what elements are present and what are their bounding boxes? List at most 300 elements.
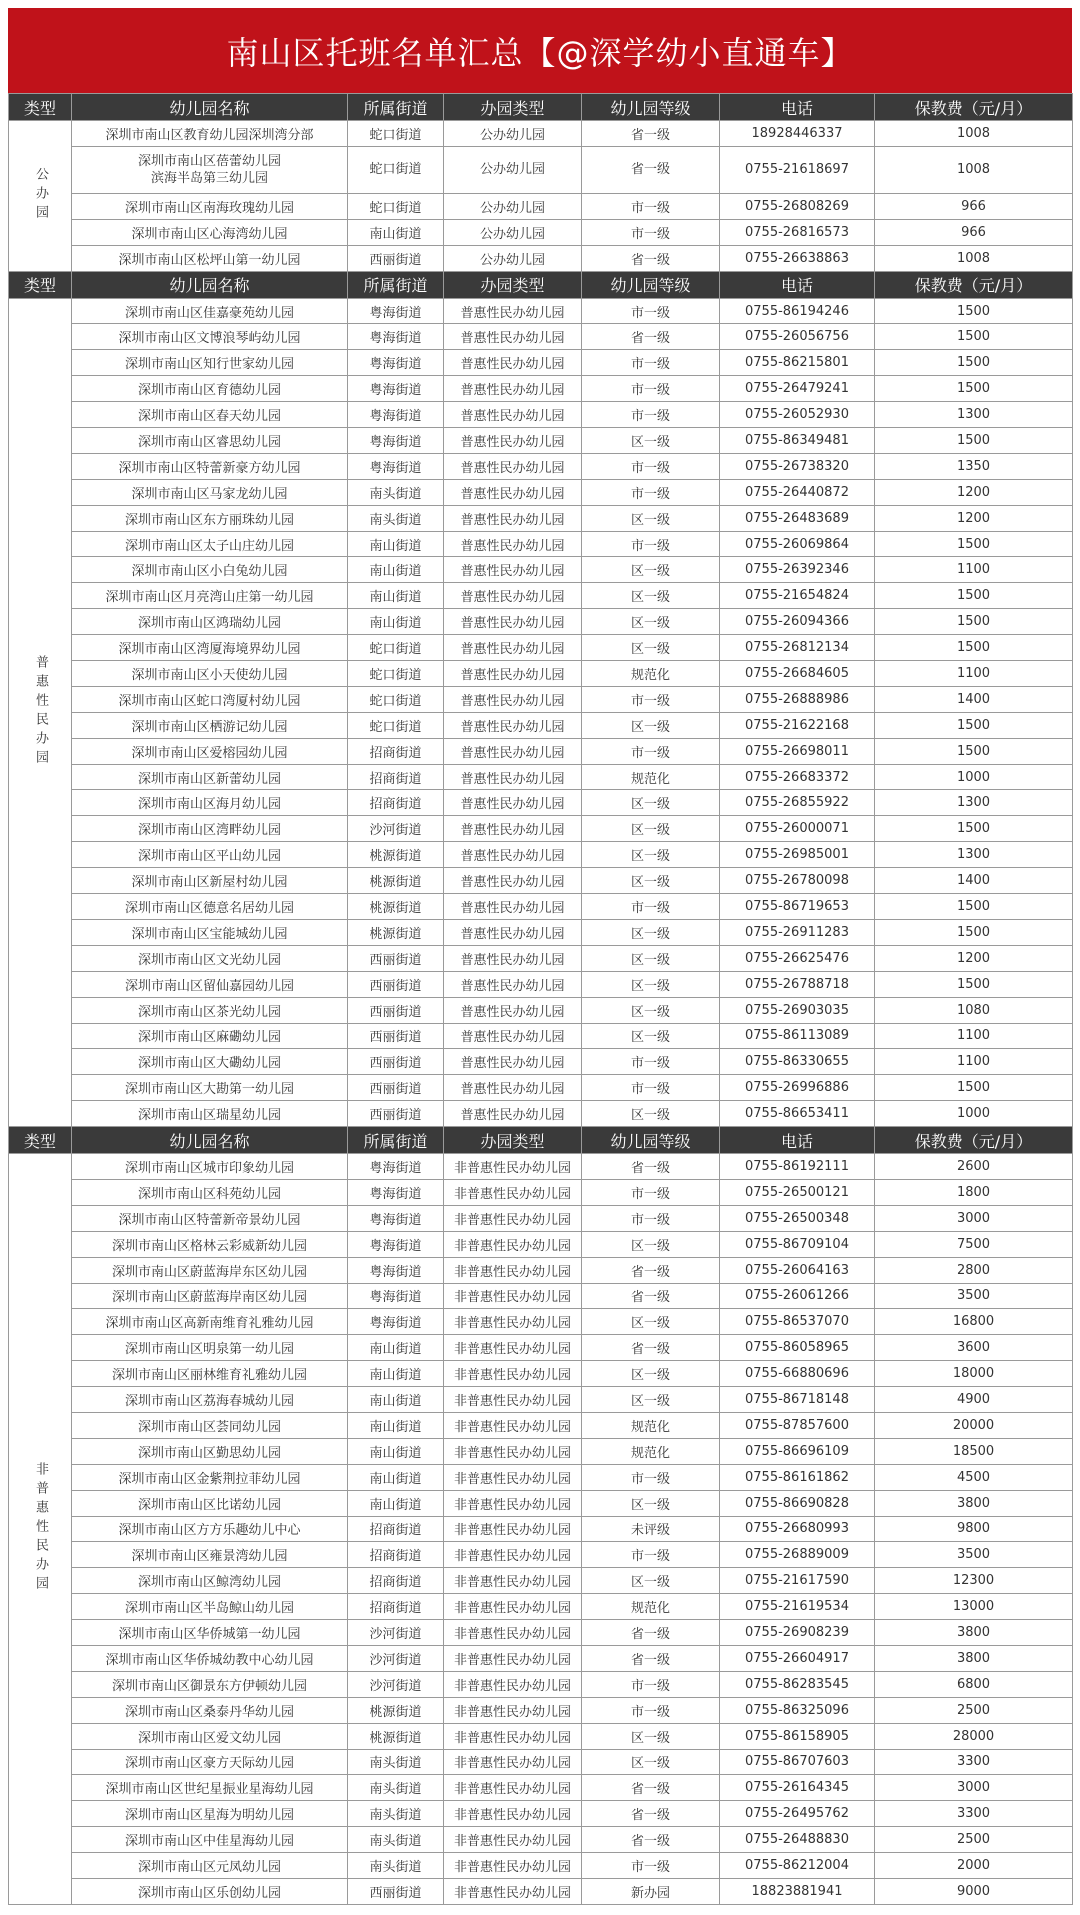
kindergarten-name: 深圳市南山区留仙嘉园幼儿园 [72,971,348,997]
phone: 0755-86707603 [720,1749,875,1775]
school-level: 区一级 [582,997,720,1023]
table-row [9,635,1073,661]
fee: 1200 [875,505,1073,531]
school-type: 普惠性民办幼儿园 [444,712,582,738]
phone: 0755-26164345 [720,1775,875,1801]
fee: 3300 [875,1749,1073,1775]
school-level: 区一级 [582,1568,720,1594]
table-row [9,350,1073,376]
kindergarten-name: 深圳市南山区爱文幼儿园 [72,1723,348,1749]
street: 南头街道 [348,1801,444,1827]
school-level: 区一级 [582,1387,720,1413]
header-type: 类型 [9,94,72,121]
fee: 1800 [875,1179,1073,1205]
phone: 0755-26061266 [720,1283,875,1309]
phone: 0755-26684605 [720,661,875,687]
school-type: 非普惠性民办幼儿园 [444,1801,582,1827]
street: 桃源街道 [348,842,444,868]
kindergarten-name: 深圳市南山区湾厦海境界幼儿园 [72,635,348,661]
fee: 1500 [875,583,1073,609]
school-type: 非普惠性民办幼儿园 [444,1671,582,1697]
phone: 0755-26069864 [720,531,875,557]
kindergarten-name: 深圳市南山区宝能城幼儿园 [72,919,348,945]
fee: 1500 [875,816,1073,842]
kindergarten-name: 深圳市南山区方方乐趣幼儿中心 [72,1516,348,1542]
school-type: 普惠性民办幼儿园 [444,376,582,402]
school-type: 非普惠性民办幼儿园 [444,1594,582,1620]
fee: 1200 [875,945,1073,971]
table-row [9,1594,1073,1620]
street: 蛇口街道 [348,121,444,147]
phone: 0755-26908239 [720,1620,875,1646]
phone: 0755-26808269 [720,193,875,219]
fee: 4500 [875,1464,1073,1490]
school-level: 市一级 [582,1464,720,1490]
school-type: 非普惠性民办幼儿园 [444,1335,582,1361]
kindergarten-name: 深圳市南山区荔海春城幼儿园 [72,1387,348,1413]
table-header-row [9,94,1073,121]
header-street: 所属街道 [348,1127,444,1154]
fee: 1500 [875,971,1073,997]
school-level: 市一级 [582,894,720,920]
street: 粤海街道 [348,350,444,376]
kindergarten-name: 深圳市南山区爱榕园幼儿园 [72,738,348,764]
kindergarten-name: 深圳市南山区马家龙幼儿园 [72,479,348,505]
fee: 1500 [875,428,1073,454]
phone: 0755-86349481 [720,428,875,454]
fee: 2800 [875,1257,1073,1283]
phone: 0755-26500121 [720,1179,875,1205]
street: 南山街道 [348,557,444,583]
fee: 1500 [875,531,1073,557]
table-row [9,1023,1073,1049]
fee: 1300 [875,402,1073,428]
kindergarten-name: 深圳市南山区华侨城第一幼儿园 [72,1620,348,1646]
school-level: 区一级 [582,868,720,894]
street: 粤海街道 [348,1283,444,1309]
kindergarten-name: 深圳市南山区桑泰丹华幼儿园 [72,1697,348,1723]
phone: 0755-86330655 [720,1049,875,1075]
street: 蛇口街道 [348,146,444,193]
street: 南山街道 [348,1438,444,1464]
kindergarten-name: 深圳市南山区华侨城幼教中心幼儿园 [72,1645,348,1671]
school-level: 区一级 [582,1101,720,1127]
phone: 0755-21617590 [720,1568,875,1594]
phone: 0755-26680993 [720,1516,875,1542]
table-row [9,1387,1073,1413]
street: 南山街道 [348,1361,444,1387]
school-level: 区一级 [582,816,720,842]
header-name: 幼儿园名称 [72,94,348,121]
school-level: 区一级 [582,919,720,945]
table-row [9,428,1073,454]
phone: 0755-26683372 [720,764,875,790]
school-type: 非普惠性民办幼儿园 [444,1853,582,1879]
table-row [9,219,1073,245]
street: 蛇口街道 [348,661,444,687]
school-type: 非普惠性民办幼儿园 [444,1231,582,1257]
street: 粤海街道 [348,1154,444,1180]
fee: 3800 [875,1620,1073,1646]
school-type: 公办幼儿园 [444,121,582,147]
table-row [9,1853,1073,1879]
phone: 0755-86718148 [720,1387,875,1413]
kindergarten-name: 深圳市南山区世纪星振业星海幼儿园 [72,1775,348,1801]
street: 招商街道 [348,764,444,790]
kindergarten-name: 深圳市南山区城市印象幼儿园 [72,1154,348,1180]
table-row [9,1049,1073,1075]
table-row [9,193,1073,219]
table-row [9,609,1073,635]
phone: 0755-26094366 [720,609,875,635]
kindergarten-name: 深圳市南山区心海湾幼儿园 [72,219,348,245]
table-row [9,1309,1073,1335]
phone: 18928446337 [720,121,875,147]
school-level: 省一级 [582,121,720,147]
table-row [9,1542,1073,1568]
kindergarten-name: 深圳市南山区海月幼儿园 [72,790,348,816]
street: 招商街道 [348,738,444,764]
table-row [9,402,1073,428]
phone: 0755-26483689 [720,505,875,531]
header-level: 幼儿园等级 [582,1127,720,1154]
table-row [9,1749,1073,1775]
table-row [9,1671,1073,1697]
school-type: 非普惠性民办幼儿园 [444,1438,582,1464]
school-type: 普惠性民办幼儿园 [444,868,582,894]
phone: 0755-86696109 [720,1438,875,1464]
street: 粤海街道 [348,376,444,402]
kindergarten-name: 深圳市南山区半岛鲸山幼儿园 [72,1594,348,1620]
table-row [9,1723,1073,1749]
school-type: 普惠性民办幼儿园 [444,661,582,687]
fee: 28000 [875,1723,1073,1749]
school-level: 区一级 [582,712,720,738]
street: 粤海街道 [348,1231,444,1257]
phone: 0755-26911283 [720,919,875,945]
fee: 13000 [875,1594,1073,1620]
kindergarten-name: 深圳市南山区麻磡幼儿园 [72,1023,348,1049]
school-level: 规范化 [582,1594,720,1620]
kindergarten-name: 深圳市南山区睿思幼儿园 [72,428,348,454]
school-level: 区一级 [582,1231,720,1257]
phone: 0755-86325096 [720,1697,875,1723]
phone: 0755-26500348 [720,1205,875,1231]
phone: 0755-86113089 [720,1023,875,1049]
street: 西丽街道 [348,997,444,1023]
fee: 3000 [875,1205,1073,1231]
header-fee: 保教费（元/月） [875,1127,1073,1154]
school-type: 非普惠性民办幼儿园 [444,1283,582,1309]
fee: 6800 [875,1671,1073,1697]
school-type: 普惠性民办幼儿园 [444,635,582,661]
fee: 1500 [875,894,1073,920]
table-row [9,1568,1073,1594]
table-row [9,712,1073,738]
table-row [9,790,1073,816]
street: 蛇口街道 [348,635,444,661]
kindergarten-name: 深圳市南山区瑞星幼儿园 [72,1101,348,1127]
header-fee: 保教费（元/月） [875,271,1073,298]
table-row [9,1335,1073,1361]
fee: 4900 [875,1387,1073,1413]
kindergarten-name: 深圳市南山区德意名居幼儿园 [72,894,348,920]
phone: 0755-26440872 [720,479,875,505]
fee: 9800 [875,1516,1073,1542]
school-level: 区一级 [582,609,720,635]
school-type: 普惠性民办幼儿园 [444,557,582,583]
school-level: 市一级 [582,1671,720,1697]
school-level: 区一级 [582,505,720,531]
school-level: 规范化 [582,1438,720,1464]
school-level: 新办园 [582,1879,720,1905]
school-level: 区一级 [582,1723,720,1749]
school-type: 普惠性民办幼儿园 [444,298,582,324]
school-level: 区一级 [582,583,720,609]
school-level: 省一级 [582,1283,720,1309]
phone: 0755-26812134 [720,635,875,661]
school-level: 省一级 [582,1335,720,1361]
table-header-row [9,271,1073,298]
fee: 1500 [875,350,1073,376]
kindergarten-name: 深圳市南山区蛇口湾厦村幼儿园 [72,686,348,712]
table-row [9,1775,1073,1801]
school-level: 省一级 [582,324,720,350]
street: 蛇口街道 [348,712,444,738]
table-row [9,1879,1073,1905]
phone: 0755-26638863 [720,245,875,271]
fee: 1100 [875,1049,1073,1075]
fee: 1200 [875,479,1073,505]
street: 粤海街道 [348,1179,444,1205]
phone: 0755-86719653 [720,894,875,920]
school-level: 市一级 [582,1853,720,1879]
table-row [9,1257,1073,1283]
table-row [9,971,1073,997]
phone: 0755-26479241 [720,376,875,402]
school-type: 普惠性民办幼儿园 [444,428,582,454]
street: 粤海街道 [348,324,444,350]
school-type: 非普惠性民办幼儿园 [444,1620,582,1646]
table-row [9,1412,1073,1438]
school-level: 区一级 [582,428,720,454]
table-row [9,146,1073,193]
school-type: 非普惠性民办幼儿园 [444,1490,582,1516]
table-row [9,1645,1073,1671]
section-type-label: 公办园 [9,121,72,272]
school-type: 普惠性民办幼儿园 [444,1101,582,1127]
table-row [9,894,1073,920]
school-type: 非普惠性民办幼儿园 [444,1309,582,1335]
school-level: 市一级 [582,1542,720,1568]
street: 沙河街道 [348,1645,444,1671]
street: 西丽街道 [348,245,444,271]
kindergarten-name: 深圳市南山区鸿瑞幼儿园 [72,609,348,635]
page-title: 南山区托班名单汇总【@深学幼小直通车】 [8,8,1072,93]
header-type: 类型 [9,271,72,298]
school-type: 普惠性民办幼儿园 [444,686,582,712]
header-phone: 电话 [720,1127,875,1154]
phone: 0755-26889009 [720,1542,875,1568]
kindergarten-name: 深圳市南山区松坪山第一幼儿园 [72,245,348,271]
kindergarten-name: 深圳市南山区特蕾新帝景幼儿园 [72,1205,348,1231]
table-row [9,764,1073,790]
school-level: 区一级 [582,1309,720,1335]
table-row [9,816,1073,842]
phone: 0755-26780098 [720,868,875,894]
kindergarten-name: 深圳市南山区育德幼儿园 [72,376,348,402]
school-type: 普惠性民办幼儿园 [444,842,582,868]
kindergarten-name: 深圳市南山区勤思幼儿园 [72,1438,348,1464]
school-type: 公办幼儿园 [444,219,582,245]
kindergarten-name: 深圳市南山区文博浪琴屿幼儿园 [72,324,348,350]
school-level: 省一级 [582,1154,720,1180]
table-row [9,1283,1073,1309]
phone: 0755-26488830 [720,1827,875,1853]
school-type: 非普惠性民办幼儿园 [444,1697,582,1723]
fee: 1500 [875,712,1073,738]
street: 沙河街道 [348,1620,444,1646]
school-level: 省一级 [582,1827,720,1853]
phone: 0755-86215801 [720,350,875,376]
table-row [9,1101,1073,1127]
phone: 0755-26625476 [720,945,875,971]
school-type: 非普惠性民办幼儿园 [444,1749,582,1775]
street: 招商街道 [348,1568,444,1594]
phone: 0755-21618697 [720,146,875,193]
street: 粤海街道 [348,1309,444,1335]
street: 粤海街道 [348,453,444,479]
street: 西丽街道 [348,1879,444,1905]
street: 沙河街道 [348,1671,444,1697]
school-level: 区一级 [582,1490,720,1516]
table-row [9,453,1073,479]
header-level: 幼儿园等级 [582,271,720,298]
table-row [9,842,1073,868]
phone: 0755-86283545 [720,1671,875,1697]
school-level: 市一级 [582,219,720,245]
table-row [9,1620,1073,1646]
school-type: 普惠性民办幼儿园 [444,816,582,842]
phone: 0755-86709104 [720,1231,875,1257]
school-level: 区一级 [582,790,720,816]
street: 南山街道 [348,1490,444,1516]
kindergarten-name: 深圳市南山区御景东方伊顿幼儿园 [72,1671,348,1697]
school-level: 规范化 [582,661,720,687]
fee: 3500 [875,1542,1073,1568]
phone: 0755-26056756 [720,324,875,350]
fee: 1500 [875,324,1073,350]
street: 南头街道 [348,505,444,531]
kindergarten-name: 深圳市南山区佳嘉豪苑幼儿园 [72,298,348,324]
fee: 1500 [875,919,1073,945]
school-level: 区一级 [582,557,720,583]
school-type: 非普惠性民办幼儿园 [444,1464,582,1490]
table-row [9,945,1073,971]
school-level: 省一级 [582,1645,720,1671]
phone: 0755-66880696 [720,1361,875,1387]
table-row [9,1801,1073,1827]
school-level: 市一级 [582,1179,720,1205]
kindergarten-name: 深圳市南山区大勘第一幼儿园 [72,1075,348,1101]
phone: 0755-87857600 [720,1412,875,1438]
school-level: 规范化 [582,764,720,790]
school-level: 省一级 [582,146,720,193]
kindergarten-name: 深圳市南山区科苑幼儿园 [72,1179,348,1205]
street: 桃源街道 [348,1723,444,1749]
kindergarten-name: 深圳市南山区东方丽珠幼儿园 [72,505,348,531]
fee: 1500 [875,298,1073,324]
street: 蛇口街道 [348,193,444,219]
phone: 0755-26996886 [720,1075,875,1101]
street: 南头街道 [348,1827,444,1853]
school-type: 非普惠性民办幼儿园 [444,1412,582,1438]
fee: 1008 [875,121,1073,147]
section-type-label: 非普惠性民办园 [9,1154,72,1905]
street: 南头街道 [348,1775,444,1801]
school-level: 市一级 [582,402,720,428]
table-row [9,298,1073,324]
table-row [9,1361,1073,1387]
phone: 0755-26698011 [720,738,875,764]
school-type: 非普惠性民办幼儿园 [444,1645,582,1671]
street: 南山街道 [348,1464,444,1490]
school-level: 区一级 [582,842,720,868]
school-type: 普惠性民办幼儿园 [444,402,582,428]
school-level: 区一级 [582,635,720,661]
fee: 1400 [875,686,1073,712]
table-row [9,376,1073,402]
phone: 0755-86537070 [720,1309,875,1335]
table-row [9,1154,1073,1180]
kindergarten-name: 深圳市南山区文光幼儿园 [72,945,348,971]
school-level: 省一级 [582,245,720,271]
school-type: 非普惠性民办幼儿园 [444,1723,582,1749]
school-type: 非普惠性民办幼儿园 [444,1387,582,1413]
fee: 3000 [875,1775,1073,1801]
school-type: 非普惠性民办幼儿园 [444,1205,582,1231]
phone: 0755-26000071 [720,816,875,842]
street: 招商街道 [348,1516,444,1542]
phone: 0755-21622168 [720,712,875,738]
fee: 3600 [875,1335,1073,1361]
kindergarten-name: 深圳市南山区格林云彩威新幼儿园 [72,1231,348,1257]
school-type: 普惠性民办幼儿园 [444,1023,582,1049]
phone: 0755-86058965 [720,1335,875,1361]
header-street: 所属街道 [348,271,444,298]
table-row [9,686,1073,712]
school-type: 普惠性民办幼儿园 [444,997,582,1023]
table-row [9,1827,1073,1853]
fee: 1500 [875,376,1073,402]
fee: 18000 [875,1361,1073,1387]
kindergarten-name: 深圳市南山区荟同幼儿园 [72,1412,348,1438]
street: 南山街道 [348,531,444,557]
table-row [9,1516,1073,1542]
kindergarten-name: 深圳市南山区知行世家幼儿园 [72,350,348,376]
street: 南山街道 [348,609,444,635]
table-row [9,738,1073,764]
school-level: 市一级 [582,193,720,219]
table-row [9,1697,1073,1723]
school-level: 未评级 [582,1516,720,1542]
street: 西丽街道 [348,1101,444,1127]
street: 南山街道 [348,1335,444,1361]
kindergarten-name: 深圳市南山区小白兔幼儿园 [72,557,348,583]
fee: 1008 [875,245,1073,271]
school-type: 非普惠性民办幼儿园 [444,1775,582,1801]
street: 西丽街道 [348,971,444,997]
